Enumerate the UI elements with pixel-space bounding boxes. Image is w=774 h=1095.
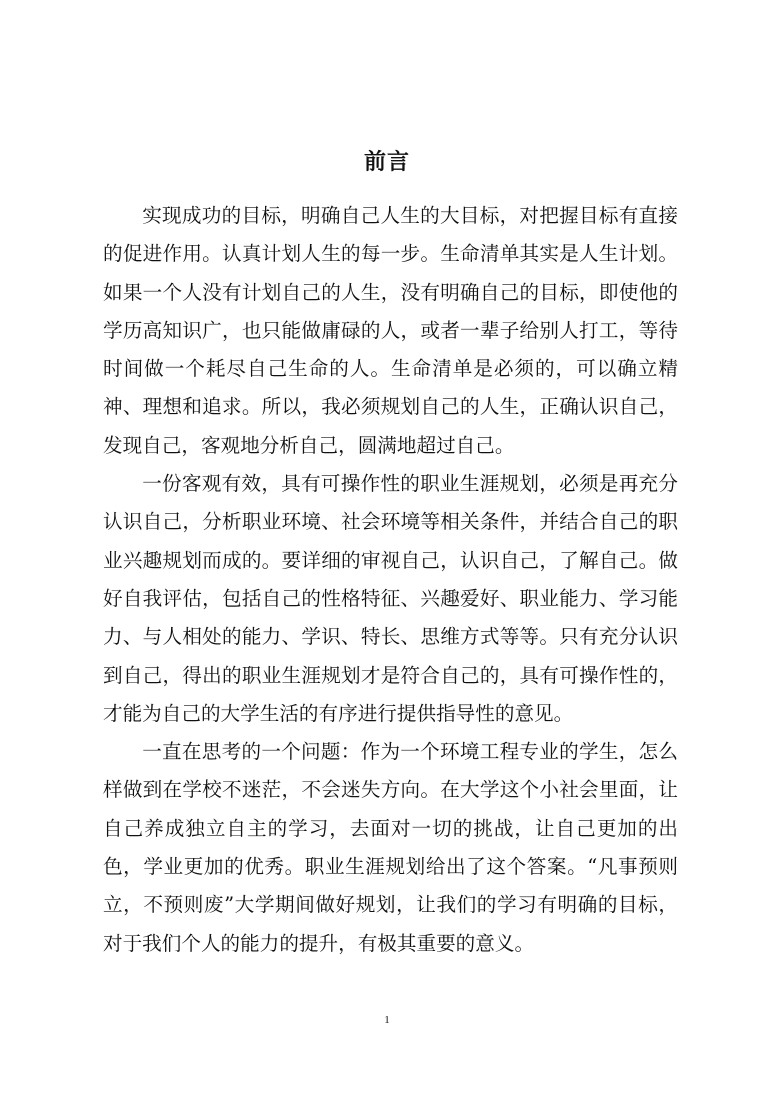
body-text xyxy=(103,197,678,963)
paragraph-2: 一份客观有效，具有可操作性的职业生涯规划，必须是再充分认识自己，分析职业环境、社会环境等相关条件，并结合自己的职业兴趣规划而成的。要详细的审视自己，认识自己，了解自己。做好自我评估，包括自己的性格特征、兴趣爱好、职业能力、学习能力、与人相处的能力、学识、特长、思维方式等等。只有充分认识到自己，得出的职业生涯规划才是符合自己的，具有可操作性的，才能为自己的大学生活的有序进行提供指导性的意见。 xyxy=(103,472,678,725)
paragraph-1: 实现成功的目标，明确自己人生的大目标，对把握目标有直接的促进作用。认真计划人生的每一步。生命清单其实是人生计划。如果一个人没有计划自己的人生，没有明确自己的目标，即使他的学历高知识广，也只能做庸碌的人，或者一辈子给别人打工，等待时间做一个耗尽自己生命的人。生命清单是必须的，可以确立精神、理想和追求。所以，我必须规划自己的人生，正确认识自己，发现自己，客观地分析自己，圆满地超过自己。 xyxy=(103,204,678,457)
page-title: 前言 xyxy=(363,149,410,175)
paragraph-3: 一直在思考的一个问题：作为一个环境工程专业的学生，怎么样做到在学校不迷茫，不会迷失方向。在大学这个小社会里面，让自己养成独立自主的学习，去面对一切的挑战，让自己更加的出色，学业更加的优秀。职业生涯规划给出了这个答案。“凡事预则立，不预则废”大学期间做好规划，让我们的学习有明确的目标，对于我们个人的能力的提升，有极其重要的意义。 xyxy=(103,740,678,955)
page-number: 1 xyxy=(384,1014,390,1026)
